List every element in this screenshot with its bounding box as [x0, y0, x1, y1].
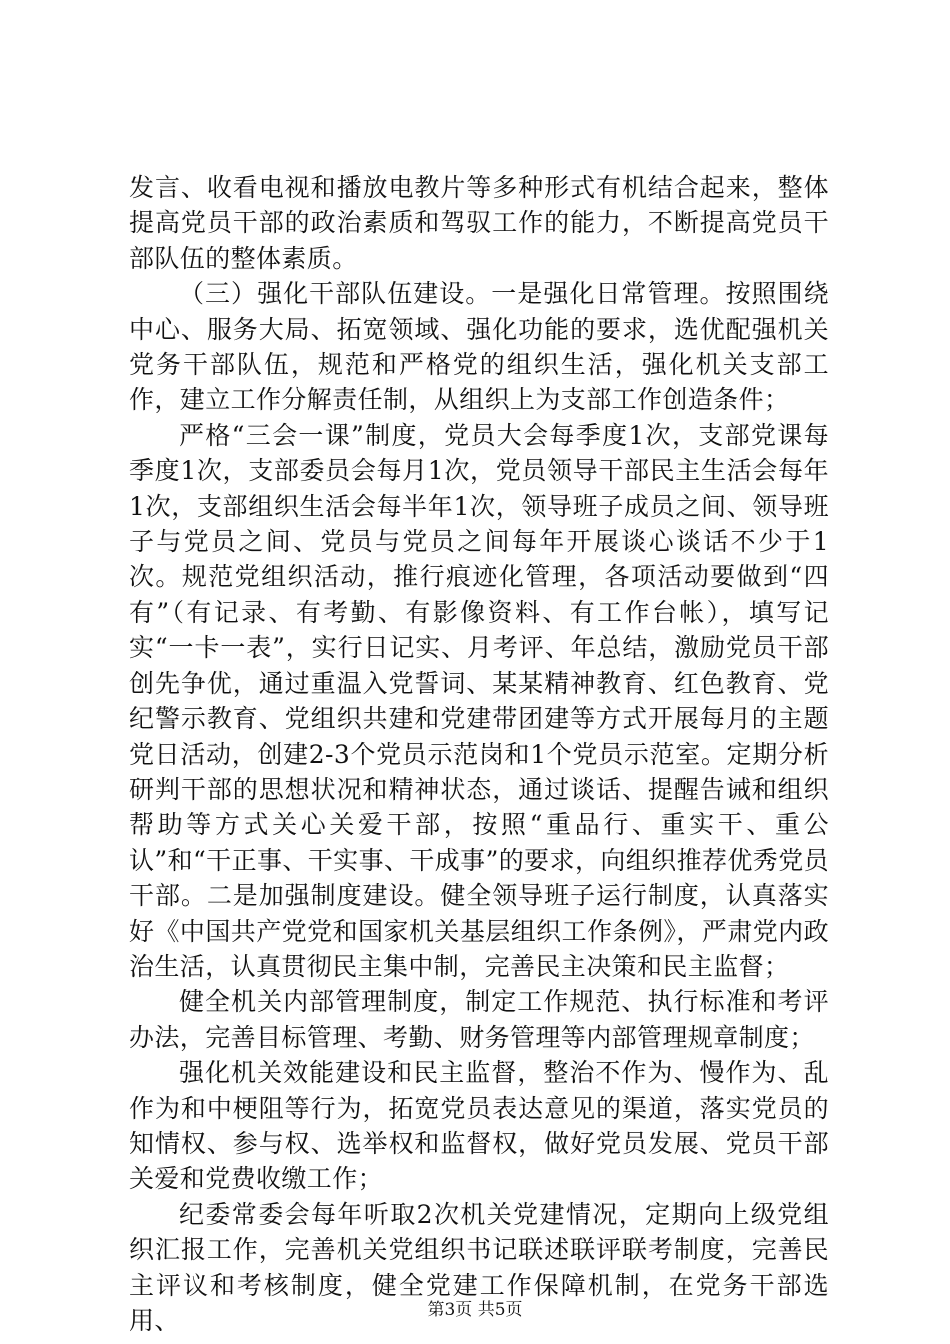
page-footer: 第3页 共5页	[427, 1300, 523, 1320]
document-body	[129, 170, 829, 1338]
paragraph-committee-reporting: 纪委常委会每年听取2次机关党建情况，定期向上级党组织汇报工作，完善机关党组织书记联述联评联考制度，完善民主评议和考核制度，健全党建工作保障机制，在党务干部选用、	[129, 1199, 829, 1335]
paragraph-cadre-team-building: （三）强化干部队伍建设。一是强化日常管理。按照围绕中心、服务大局、拓宽领域、强化功能的要求，选优配强机关党务干部队伍，规范和严格党的组织生活，强化机关支部工作，建立工作分解责任制，从组织上为支部工作创造条件；	[129, 279, 829, 415]
paragraph-internal-management: 健全机关内部管理制度，制定工作规范、执行标准和考评办法，完善目标管理、考勤、财务管理等内部管理规章制度；	[129, 987, 829, 1052]
paragraph-three-meetings-one-lesson: 严格“三会一课”制度，党员大会每季度1次，支部党课每季度1次，支部委员会每月1次，党员领导干部民主生活会每年1次，支部组织生活会每半年1次，领导班子成员之间、领导班子与党员之间、党员与党员之间每年开展谈心谈话不少于1次。规范党组织活动，推行痕迹化管理，各项活动要做到“四有”（有记录、有考勤、有影像资料、有工作台帐），填写记实“一卡一表”，实行日记实、月考评、年总结，激励党员干部创先争优，通过重温入党誓词、某某精神教育、红色教育、党纪警示教育、党组织共建和党建带团建等方式开展每月的主题党日活动，创建2-3个党员示范岗和1个党员示范室。定期分析研判干部的思想状况和精神状态，通过谈话、提醒告诫和组织帮助等方式关心关爱干部，按照“重品行、重实干、重公认”和“干正事、干实事、干成事”的要求，向组织推荐优秀党员干部。二是加强制度建设。健全领导班子运行制度，认真落实好《中国共产党党和国家机关基层组织工作条例》，严肃党内政治生活，认真贯彻民主集中制，完善民主决策和民主监督；	[129, 420, 829, 981]
paragraph-continuation: 发言、收看电视和播放电教片等多种形式有机结合起来，整体提高党员干部的政治素质和驾驭工作的能力，不断提高党员干部队伍的整体素质。	[129, 173, 829, 273]
paragraph-efficiency-supervision: 强化机关效能建设和民主监督，整治不作为、慢作为、乱作为和中梗阻等行为，拓宽党员表达意见的渠道，落实党员的知情权、参与权、选举权和监督权，做好党员发展、党员干部关爱和党费收缴工作；	[129, 1058, 829, 1194]
